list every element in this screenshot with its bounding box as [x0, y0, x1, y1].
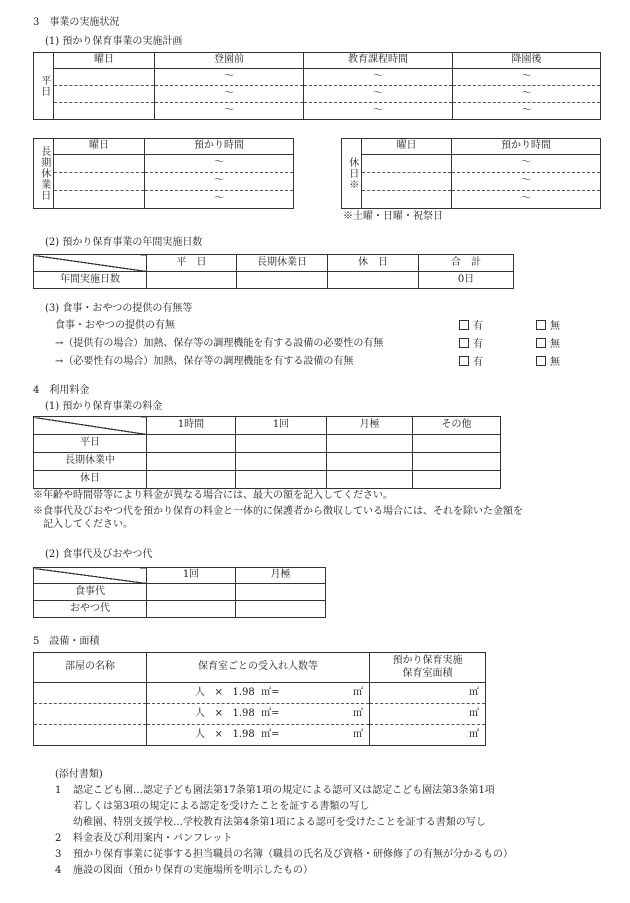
col-header-area: 預かり保育実施 保育室面積 — [370, 653, 486, 683]
holiday-days-input[interactable] — [328, 272, 419, 289]
time-range-cell[interactable]: ～ — [453, 103, 601, 120]
col-header-weekday: 曜日 — [54, 139, 145, 155]
fee-cell[interactable] — [236, 471, 327, 489]
weekday-cell[interactable] — [54, 86, 155, 103]
area-cell[interactable]: ㎡ — [370, 725, 486, 746]
attachment-text: 料金表及び利用案内・パンフレット — [73, 833, 233, 844]
cooking-equipment-no-checkbox[interactable]: 無 — [536, 356, 560, 370]
weekday-cell[interactable] — [362, 155, 452, 173]
fee-note-2-continued: 記入してください。 — [43, 519, 133, 530]
facility-area-table — [33, 652, 486, 746]
holiday-schedule-table — [341, 138, 601, 209]
fee-note-2: ※食事代及びおやつ代を預かり保育の料金と一体的に保護者から徴収している場合には、それを除いた金額を — [33, 506, 523, 517]
cooking-need-yes-checkbox[interactable]: 有 — [459, 338, 483, 352]
weekday-cell[interactable] — [362, 191, 452, 209]
fee-cell[interactable] — [147, 453, 236, 471]
fee-cell[interactable] — [327, 435, 413, 453]
room-name-cell[interactable] — [34, 683, 147, 704]
cooking-need-question-label: →（提供有の場合）加熱、保存等の調理機能を有する設備の必要性の有無 — [55, 338, 384, 349]
subsection-4-1-title: (1) 預かり保育事業の料金 — [45, 401, 163, 412]
long-break-row-label: 長期休業日 — [34, 139, 54, 209]
col-header-care-hours: 預かり時間 — [145, 139, 294, 155]
fee-row-label: 長期休業中 — [34, 453, 147, 471]
fee-cell[interactable] — [236, 584, 326, 601]
col-header-capacity: 保育室ごとの受入れ人数等 — [147, 653, 370, 683]
col-header-before-school: 登園前 — [155, 53, 304, 69]
capacity-cell[interactable]: 人 × 1.98 ㎡= ㎡ — [147, 704, 370, 725]
time-range-cell[interactable]: ～ — [452, 173, 601, 191]
time-range-cell[interactable]: ～ — [453, 69, 601, 86]
meal-yes-checkbox[interactable]: 有 — [459, 320, 483, 334]
time-range-cell[interactable]: ～ — [452, 155, 601, 173]
col-header-monthly: 月極 — [327, 417, 413, 435]
fee-cell[interactable] — [236, 601, 326, 618]
capacity-cell[interactable]: 人 × 1.98 ㎡= ㎡ — [147, 725, 370, 746]
checkbox-icon — [536, 356, 546, 366]
attachment-text: 施設の図面（預かり保育の実施場所を明示したもの） — [73, 865, 313, 876]
fee-cell[interactable] — [413, 453, 501, 471]
col-header-holiday: 休 日 — [328, 255, 419, 272]
checkbox-icon — [459, 356, 469, 366]
time-range-cell[interactable]: ～ — [145, 155, 294, 173]
time-range-cell[interactable]: ～ — [452, 191, 601, 209]
time-range-cell[interactable]: ～ — [155, 69, 304, 86]
col-header-curriculum-hours: 教育課程時間 — [304, 53, 453, 69]
time-range-cell[interactable]: ～ — [304, 69, 453, 86]
cooking-equipment-yes-checkbox[interactable]: 有 — [459, 356, 483, 370]
annual-days-table — [33, 254, 514, 289]
time-range-cell[interactable]: ～ — [155, 103, 304, 120]
fee-cell[interactable] — [147, 584, 236, 601]
col-header-long-break: 長期休業日 — [237, 255, 328, 272]
fee-note-1: ※年齢や時間帯等により料金が異なる場合には、最大の額を記入してください。 — [33, 490, 393, 501]
col-header-care-hours: 預かり時間 — [452, 139, 601, 155]
cooking-equipment-question-label: →（必要性有の場合）加熱、保存等の調理機能を有する設備の有無 — [55, 356, 354, 367]
subsection-3-2-title: (2) 預かり保育事業の年間実施日数 — [45, 237, 203, 248]
attachments-title: (添付書類) — [55, 769, 103, 780]
subsection-4-2-title: (2) 食事代及びおやつ代 — [45, 549, 153, 560]
attachment-number: 3 — [55, 849, 62, 860]
holiday-note: ※土曜・日曜・祝祭日 — [343, 211, 443, 222]
attachment-text: 預かり保育事業に従事する担当職員の名簿（職員の氏名及び資格・研修修了の有無が分かるもの） — [73, 849, 513, 860]
annual-days-row-label: 年間実施日数 — [34, 272, 147, 289]
meal-question-label: 食事・おやつの提供の有無 — [55, 320, 175, 331]
section-4-title: 4 利用料金 — [33, 385, 90, 396]
fee-cell[interactable] — [236, 435, 327, 453]
time-range-cell[interactable]: ～ — [145, 191, 294, 209]
fee-cell[interactable] — [147, 601, 236, 618]
col-header-weekday: 平 日 — [147, 255, 237, 272]
long-break-schedule-table — [33, 138, 294, 209]
time-range-cell[interactable]: ～ — [304, 86, 453, 103]
attachment-number: 4 — [55, 865, 62, 876]
area-cell[interactable]: ㎡ — [370, 683, 486, 704]
col-header-monthly: 月極 — [236, 568, 326, 584]
fee-cell[interactable] — [147, 435, 236, 453]
attachment-text: 認定こども園…認定子ども園法第17条第1項の規定による認可又は認定こども園法第3条第1項 — [73, 785, 495, 796]
attachment-number: 1 — [55, 785, 62, 796]
meal-no-checkbox[interactable]: 無 — [536, 320, 560, 334]
weekday-schedule-table — [33, 52, 601, 120]
col-header-weekday: 曜日 — [362, 139, 452, 155]
weekday-cell[interactable] — [54, 191, 145, 209]
time-range-cell[interactable]: ～ — [304, 103, 453, 120]
room-name-cell[interactable] — [34, 725, 147, 746]
fee-table — [33, 416, 501, 489]
fee-cell[interactable] — [413, 471, 501, 489]
diagonal-header-cell — [34, 568, 147, 584]
long-break-days-input[interactable] — [237, 272, 328, 289]
total-days-value: 0日 — [419, 272, 514, 289]
time-range-cell[interactable]: ～ — [145, 173, 294, 191]
food-row-label: おやつ代 — [34, 601, 147, 618]
fee-cell[interactable] — [236, 453, 327, 471]
time-range-cell[interactable]: ～ — [453, 86, 601, 103]
attachment-number: 2 — [55, 833, 62, 844]
col-header-total: 合 計 — [419, 255, 514, 272]
col-header-weekday: 曜日 — [54, 53, 155, 69]
cooking-need-no-checkbox[interactable]: 無 — [536, 338, 560, 352]
time-range-cell[interactable]: ～ — [155, 86, 304, 103]
fee-cell[interactable] — [327, 453, 413, 471]
diagonal-header-cell — [34, 417, 147, 435]
weekday-cell[interactable] — [54, 69, 155, 86]
subsection-3-3-title: (3) 食事・おやつの提供の有無等 — [45, 303, 193, 314]
fee-row-label: 平日 — [34, 435, 147, 453]
section-5-title: 5 設備・面積 — [33, 636, 100, 647]
col-header-per-visit: 1回 — [147, 568, 236, 584]
col-header-room-name: 部屋の名称 — [34, 653, 147, 683]
fee-cell[interactable] — [413, 435, 501, 453]
section-3-title: 3 事業の実施状況 — [33, 17, 120, 28]
room-name-cell[interactable] — [34, 704, 147, 725]
attachment-text: 若しくは第3項の規定による認定を受けたことを証する書類の写し — [73, 801, 370, 812]
area-cell[interactable]: ㎡ — [370, 704, 486, 725]
weekday-row-label: 平日 — [34, 53, 54, 120]
weekday-cell[interactable] — [54, 103, 155, 120]
checkbox-icon — [459, 320, 469, 330]
checkbox-icon — [536, 320, 546, 330]
capacity-cell[interactable]: 人 × 1.98 ㎡= ㎡ — [147, 683, 370, 704]
col-header-per-visit: 1回 — [236, 417, 327, 435]
col-header-other: その他 — [413, 417, 501, 435]
fee-cell[interactable] — [147, 471, 236, 489]
food-row-label: 食事代 — [34, 584, 147, 601]
weekday-cell[interactable] — [54, 155, 145, 173]
checkbox-icon — [459, 338, 469, 348]
weekday-days-input[interactable] — [147, 272, 237, 289]
col-header-1-hour: 1時間 — [147, 417, 236, 435]
col-header-after-school: 降園後 — [453, 53, 601, 69]
holiday-row-label: 休日※ — [342, 139, 362, 209]
weekday-cell[interactable] — [54, 173, 145, 191]
fee-row-label: 休日 — [34, 471, 147, 489]
checkbox-icon — [536, 338, 546, 348]
fee-cell[interactable] — [327, 471, 413, 489]
attachment-text: 幼稚園、特別支援学校…学校教育法第4条第1項による認可を受けたことを証する書類の写し — [73, 817, 486, 828]
food-fee-table — [33, 567, 326, 618]
weekday-cell[interactable] — [362, 173, 452, 191]
subsection-3-1-title: (1) 預かり保育事業の実施計画 — [45, 36, 183, 47]
diagonal-header-cell — [34, 255, 147, 272]
